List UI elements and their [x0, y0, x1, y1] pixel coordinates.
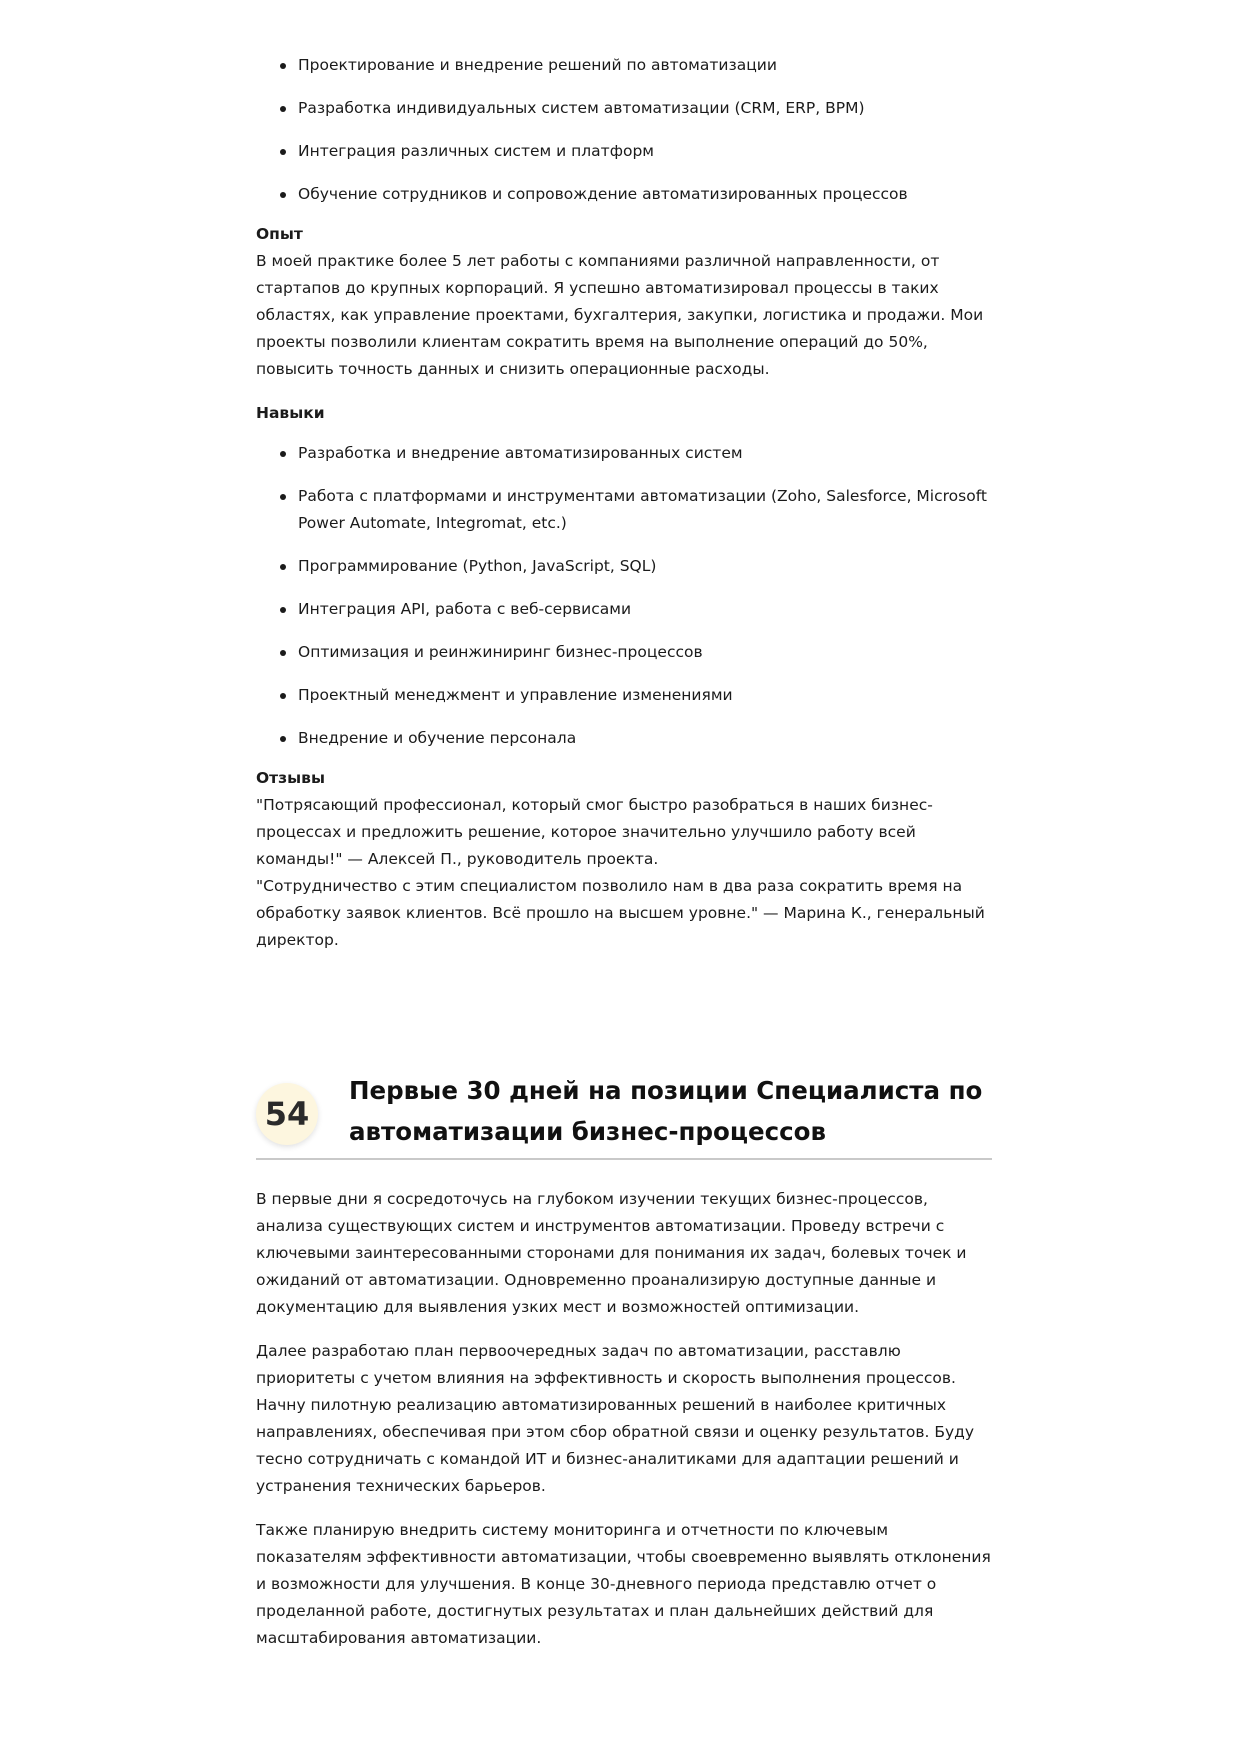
reviews-heading: Отзывы	[256, 769, 326, 787]
chapter-number-badge: 54	[256, 1083, 318, 1145]
list-item: Работа с платформами и инструментами автоматизации (Zoho, Salesforce, Microsoft Power Automate, Integromat, etc.)	[256, 483, 992, 537]
review-quote: "Сотрудничество с этим специалистом позволило нам в два раза сократить время на обработку заявок клиентов. Всё прошло на высшем уровне." — Марина К., генеральный директор.	[256, 877, 985, 949]
list-item: Обучение сотрудников и сопровождение автоматизированных процессов	[256, 181, 992, 208]
chapter-header	[256, 1072, 992, 1160]
list-item: Оптимизация и реинжиниринг бизнес-процессов	[256, 639, 992, 666]
list-item: Программирование (Python, JavaScript, SQL)	[256, 553, 992, 580]
skills-heading: Навыки	[256, 404, 325, 422]
reviews-block	[256, 792, 992, 954]
list-item: Разработка индивидуальных систем автоматизации (CRM, ERP, BPM)	[256, 95, 992, 122]
chapter-paragraph: Также планирую внедрить систему мониторинга и отчетности по ключевым показателям эффективности автоматизации, чтобы своевременно выявлять отклонения и возможности для улучшения. В конце 30-дневного периода представлю отчет о проделанной работе, достигнутых результатах и план дальнейших действий для масштабирования автоматизации.	[256, 1521, 991, 1647]
experience-heading: Опыт	[256, 225, 303, 243]
chapter-paragraph: Далее разработаю план первоочередных задач по автоматизации, расставлю приоритеты с учетом влияния на эффективность и скорость выполнения процессов. Начну пилотную реализацию автоматизированных решений в наиболее критичных направлениях, обеспечивая при этом сбор обратной связи и оценку результатов. Буду тесно сотрудничать с командой ИТ и бизнес-аналитиками для адаптации решений и устранения технических барьеров.	[256, 1342, 975, 1495]
document-page	[256, 52, 992, 1652]
list-item: Интеграция API, работа с веб-сервисами	[256, 596, 992, 623]
review-quote: "Потрясающий профессионал, который смог быстро разобраться в наших бизнес-процессах и предложить решение, которое значительно улучшило работу всей команды!" — Алексей П., руководитель проекта.	[256, 796, 933, 868]
skills-list	[256, 440, 992, 752]
list-item: Интеграция различных систем и платформ	[256, 138, 992, 165]
chapter-paragraph: В первые дни я сосредоточусь на глубоком изучении текущих бизнес-процессов, анализа существующих систем и инструментов автоматизации. Проведу встречи с ключевыми заинтересованными сторонами для понимания их задач, болевых точек и ожиданий от автоматизации. Одновременно проанализирую доступные данные и документацию для выявления узких мест и возможностей оптимизации.	[256, 1190, 967, 1316]
services-list	[256, 52, 992, 208]
list-item: Разработка и внедрение автоматизированных систем	[256, 440, 992, 467]
list-item: Проектирование и внедрение решений по автоматизации	[256, 52, 992, 79]
list-item: Внедрение и обучение персонала	[256, 725, 992, 752]
chapter-title: Первые 30 дней на позиции Специалиста по автоматизации бизнес-процессов	[349, 1076, 983, 1146]
experience-text: В моей практике более 5 лет работы с компаниями различной направленности, от стартапов до крупных корпораций. Я успешно автоматизировал процессы в таких областях, как управление проектами, бухгалтерия, закупки, логистика и продажи. Мои проекты позволили клиентам сократить время на выполнение операций до 50%, повысить точность данных и снизить операционные расходы.	[256, 252, 984, 378]
list-item: Проектный менеджмент и управление изменениями	[256, 682, 992, 709]
